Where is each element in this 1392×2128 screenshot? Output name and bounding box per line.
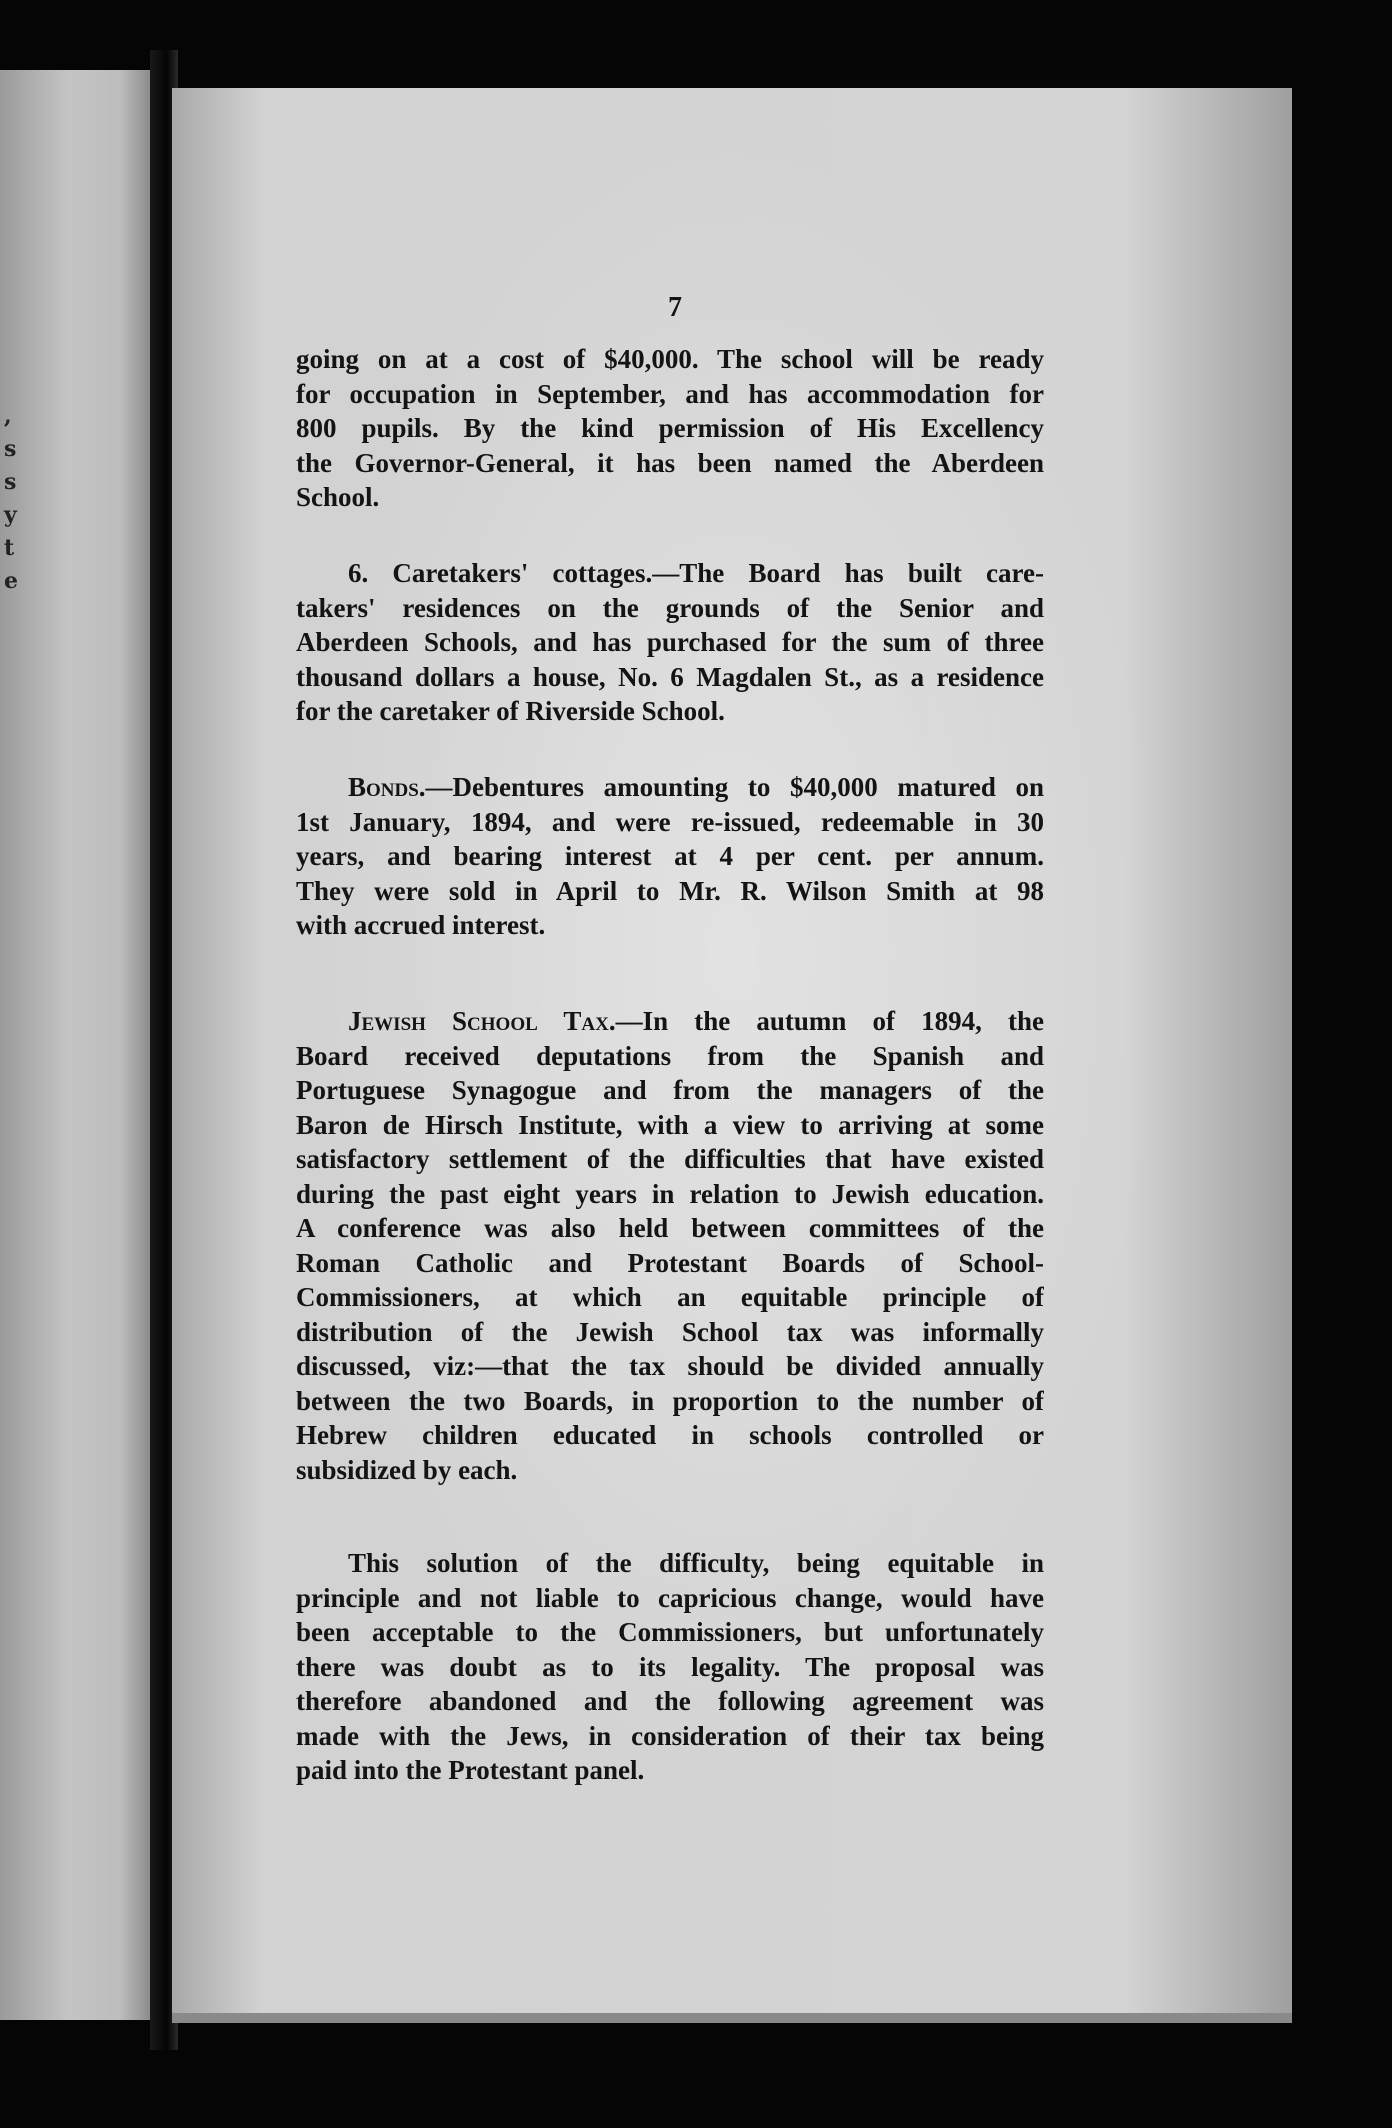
text-line: principle and not liable to capricious change, would have (296, 1582, 1044, 1613)
text-line: distribution of the Jewish School tax was informally (296, 1316, 1044, 1347)
text-line: paid into the Protestant panel. (296, 1755, 645, 1785)
heading-continuation: —Debentures amounting to $40,000 matured on (425, 772, 1044, 802)
text-line: Baron de Hirsch Institute, with a view to arriving at some (296, 1109, 1044, 1140)
fragment: , (4, 403, 12, 429)
text-line: Hebrew children educated in schools controlled or (296, 1420, 1044, 1450)
text-line: takers' residences on the grounds of the Senior and (296, 592, 1044, 623)
text-line: Aberdeen Schools, and has purchased for the sum of three (296, 627, 1044, 657)
text-line: Portuguese Synagogue and from the managers of the (296, 1075, 1044, 1105)
facing-page (0, 70, 150, 2020)
text-line: during the past eight years in relation to Jewish education. (296, 1178, 1044, 1209)
text-line: 800 pupils. By the kind permission of His Excellency (296, 413, 1044, 443)
text-line (296, 1004, 1044, 1039)
text-line: This solution of the difficulty, being equitable in (348, 1548, 1044, 1578)
text-line: discussed, viz:—that the tax should be divided annually (296, 1351, 1044, 1381)
page-number: 7 (668, 292, 682, 323)
text-line: School. (296, 482, 380, 512)
text-line: between the two Boards, in proportion to the number of (296, 1385, 1044, 1416)
text-line: They were sold in April to Mr. R. Wilson Smith at 98 (296, 875, 1044, 906)
text-line: Board received deputations from the Spanish and (296, 1040, 1044, 1071)
text-line: therefore abandoned and the following agreement was (296, 1686, 1044, 1716)
paragraph-solution (296, 1546, 1044, 1788)
fragment: s (4, 436, 17, 462)
text-line: for occupation in September, and has accommodation for (296, 378, 1044, 409)
section-heading-bonds: Bonds. (348, 772, 426, 802)
text-line: 6. Caretakers' cottages.—The Board has built care- (348, 558, 1044, 588)
page-bottom-edge (172, 2013, 1292, 2023)
text-line: 1st January, 1894, and were re-issued, redeemable in 30 (296, 806, 1044, 837)
text-line: going on at a cost of $40,000. The school will be ready (296, 344, 1044, 374)
text-line: Commissioners, at which an equitable principle of (296, 1282, 1044, 1312)
paragraph-jewish-school-tax (296, 1004, 1044, 1487)
text-line: thousand dollars a house, No. 6 Magdalen St., as a residence (296, 661, 1044, 692)
text-line (296, 770, 1044, 805)
text-line: satisfactory settlement of the difficulties that have existed (296, 1144, 1044, 1174)
text-line: the Governor-General, it has been named the Aberdeen (296, 447, 1044, 478)
fragment: s (4, 469, 17, 495)
text-line: for the caretaker of Riverside School. (296, 696, 725, 726)
fragment: e (4, 568, 18, 594)
text-line: with accrued interest. (296, 910, 546, 940)
text-line: Roman Catholic and Protestant Boards of School- (296, 1247, 1044, 1278)
text-line: subsidized by each. (296, 1454, 518, 1485)
text-line: A conference was also held between committees of the (296, 1213, 1044, 1243)
heading-continuation: —In the autumn of 1894, the (615, 1006, 1044, 1036)
text-line: made with the Jews, in consideration of their tax being (296, 1720, 1044, 1751)
text-line: been acceptable to the Commissioners, but unfortunately (296, 1617, 1044, 1647)
paragraph-bonds (296, 770, 1044, 943)
fragment: y (4, 502, 17, 528)
fragment: t (4, 535, 15, 561)
text-line: there was doubt as to its legality. The proposal was (296, 1651, 1044, 1682)
text-line: years, and bearing interest at 4 per cent. per annum. (296, 841, 1044, 871)
paragraph-school-building (296, 342, 1044, 515)
paragraph-caretakers-cottages (296, 556, 1044, 729)
section-heading-jewish-school-tax: Jewish School Tax. (348, 1006, 616, 1036)
facing-page-text-fragments (4, 400, 24, 598)
